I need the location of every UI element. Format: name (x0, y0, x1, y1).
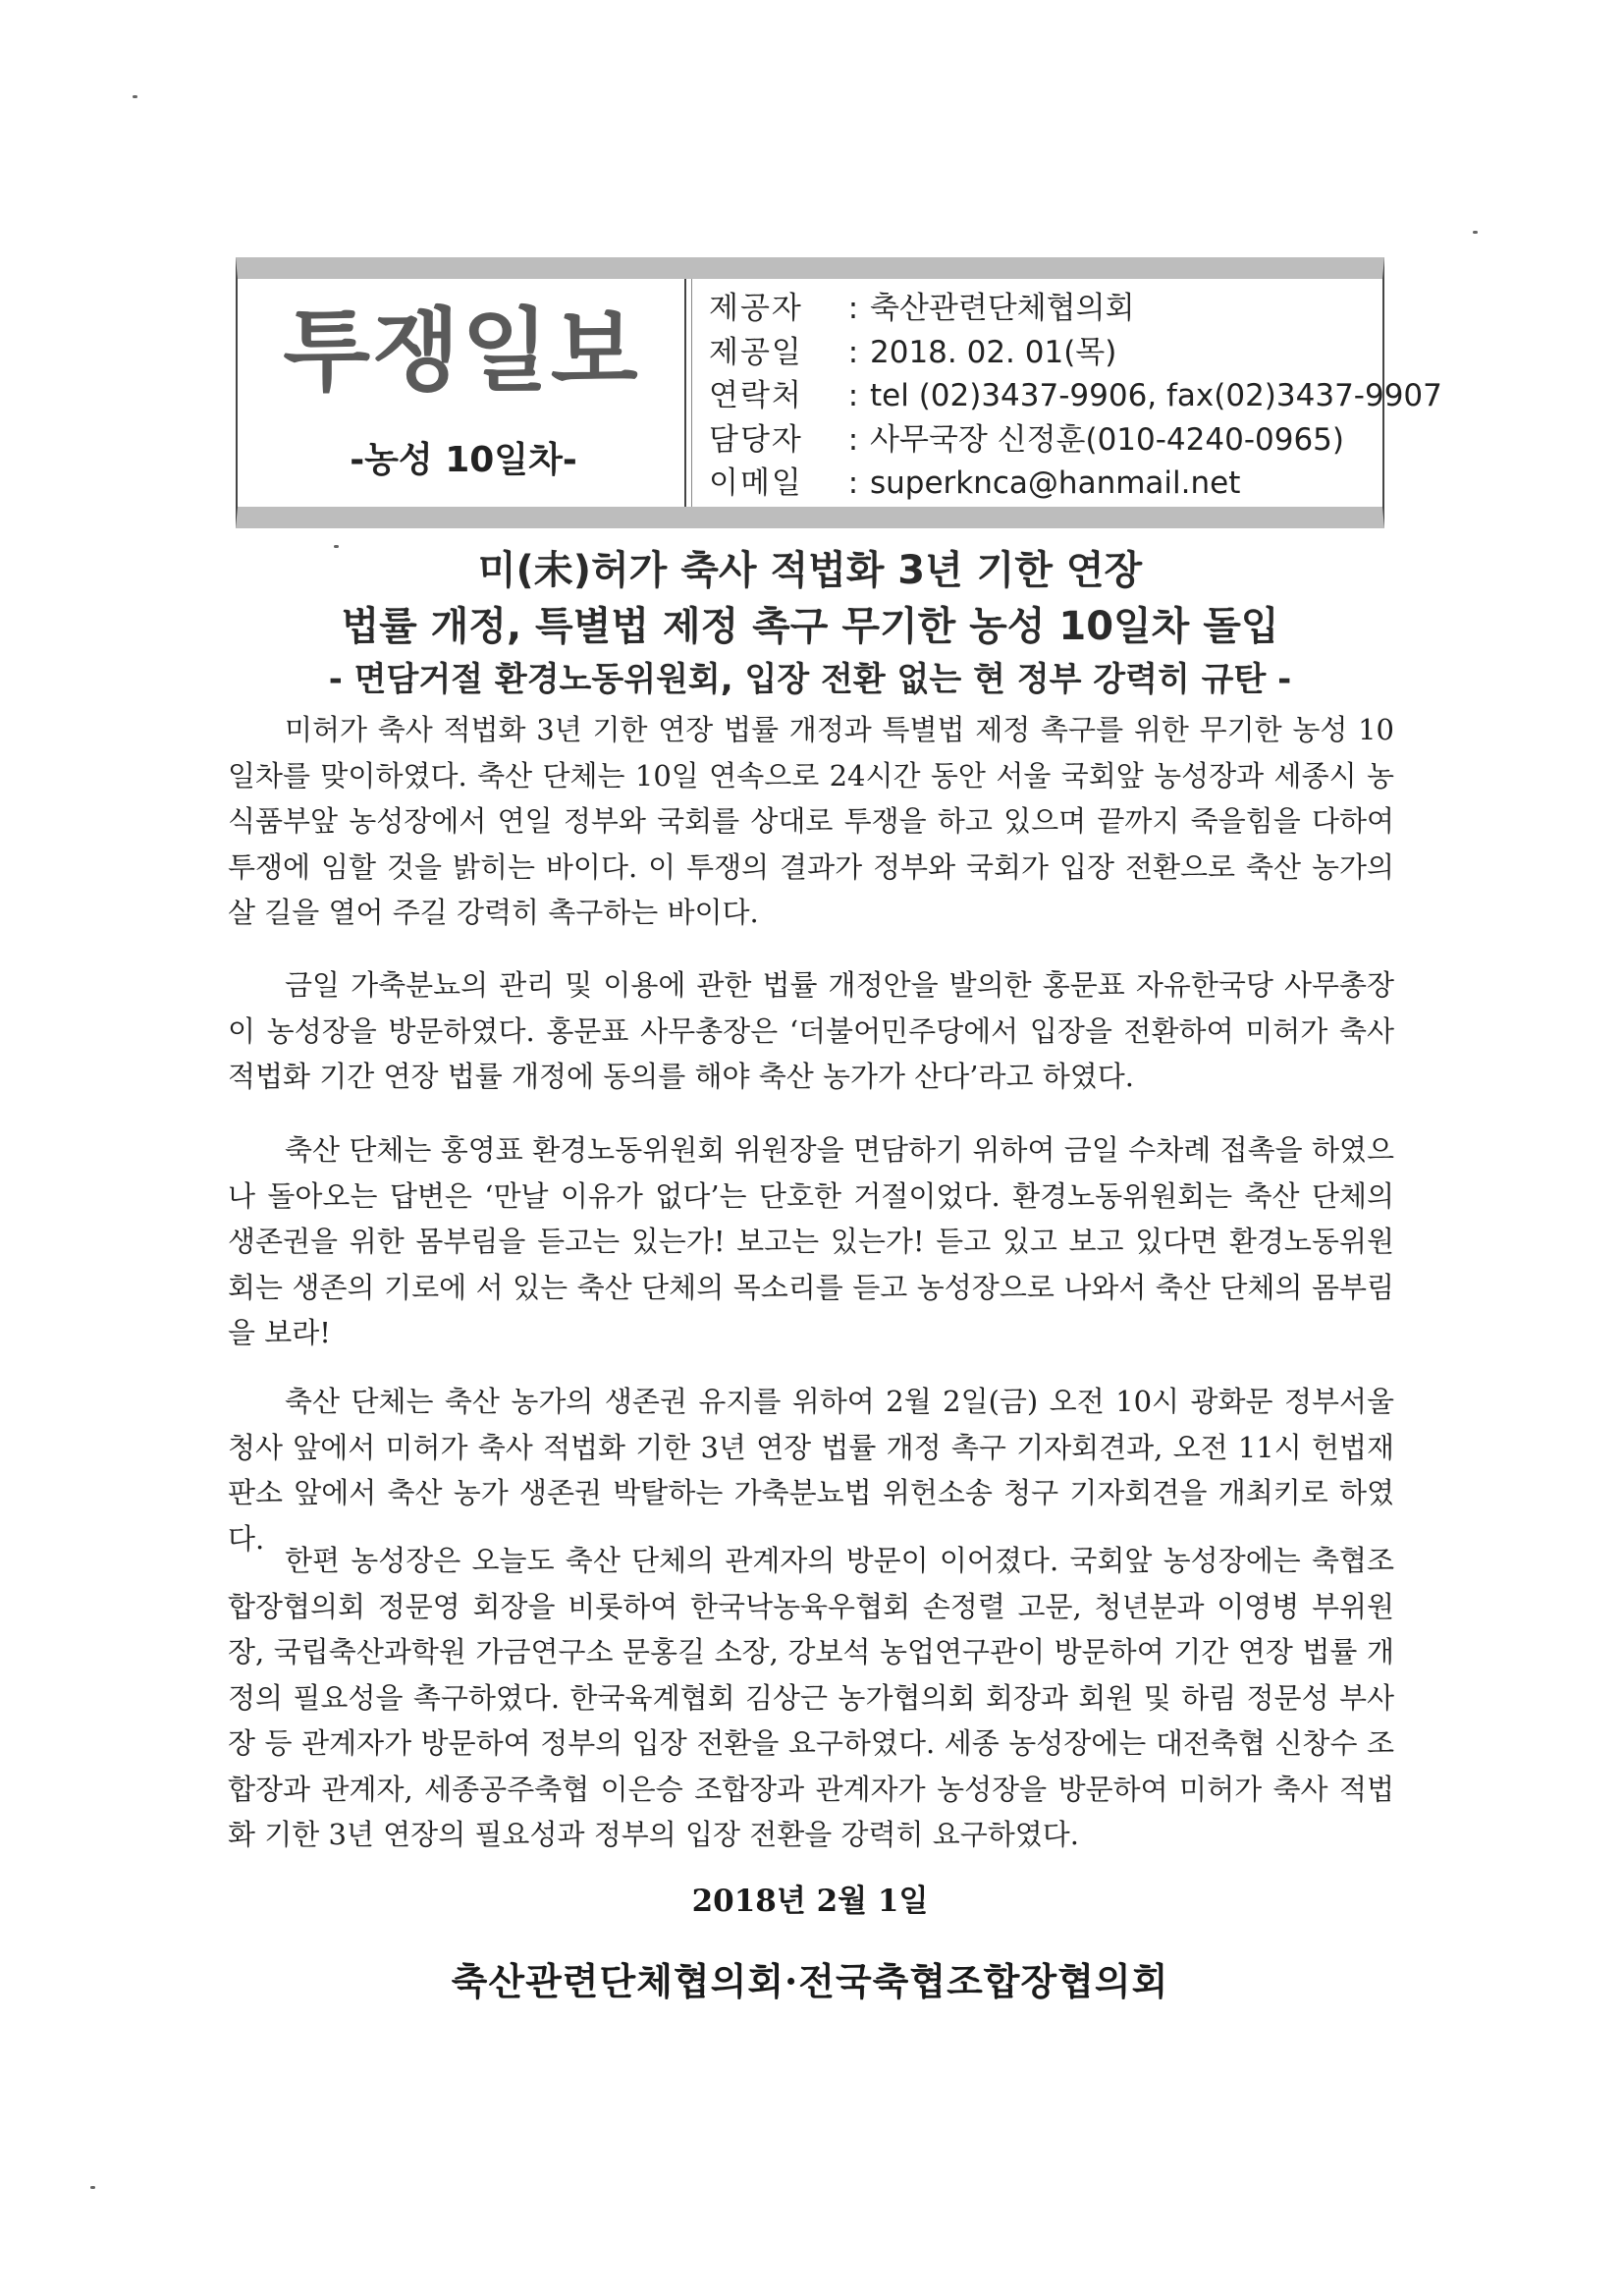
info-value: tel (02)3437-9906, fax(02)3437-9907 (870, 378, 1442, 413)
info-key: 제공일 (709, 334, 803, 370)
info-value: 2018. 02. 01(목) (870, 334, 1117, 370)
body-paragraph-1 (228, 707, 1394, 936)
info-key: 이메일 (709, 465, 803, 501)
masthead-subtitle: -농성 10일차- (350, 440, 577, 480)
info-row-manager (709, 418, 1377, 463)
info-row-email (709, 462, 1377, 506)
info-key: 담당자 (709, 421, 803, 458)
paragraph-text: 축산 단체는 축산 농가의 생존권 유지를 위하여 2월 2일(금) 오전 10시 광화문 정부서울청사 앞에서 미허가 축사 적법화 기한 3년 연장 법률 개정 촉구 기자회견과, 오전 11시 헌법재판소 앞에서 축산 농가 생존권 박탈하는 가축분뇨법 위헌소송 청구 기자회견을 개최키로 하였다. (228, 1385, 1394, 1556)
info-row-contact (709, 374, 1442, 418)
info-colon: : (847, 465, 859, 501)
info-colon: : (847, 291, 859, 326)
scan-speck (1473, 231, 1478, 234)
divider (684, 279, 686, 507)
headline-line-2: 법률 개정, 특별법 제정 촉구 무기한 농성 10일차 돌입 (341, 604, 1279, 649)
body-paragraph-5 (228, 1538, 1394, 1858)
paragraph-text: 한편 농성장은 오늘도 축산 단체의 관계자의 방문이 이어졌다. 국회앞 농성장에는 축협조합장협의회 정문영 회장을 비롯하여 한국낙농육우협회 손정렬 고문, 청년분과 이영병 부위원장, 국립축산과학원 가금연구소 문홍길 소장, 강보석 농업연구관이 방문하여 기간 연장 법률 개정의 필요성을 촉구하였다. 한국육계협회 김상근 농가협의회 회장과 회원 및 하림 정문성 부사장 등 관계자가 방문하여 정부의 입장 전환을 요구하였다. 세종 농성장에는 대전축협 신창수 조합장과 관계자, 세종공주축협 이은승 조합장과 관계자가 농성장을 방문하여 미허가 축사 적법화 기한 3년 연장의 필요성과 정부의 입장 전환을 강력히 요구하였다. (228, 1544, 1395, 1851)
paragraph-text: 축산 단체는 홍영표 환경노동위원회 위원장을 면담하기 위하여 금일 수차례 접촉을 하였으나 돌아오는 답변은 ‘만날 이유가 없다’는 단호한 거절이었다. 환경노동위원회는 축산 단체의 생존권을 위한 몸부림을 듣고는 있는가! 보고는 있는가! 듣고 있고 보고 있다면 환경노동위원회는 생존의 기로에 서 있는 축산 단체의 목소리를 듣고 농성장으로 나와서 축산 단체의 몸부림을 보라! (228, 1133, 1394, 1349)
info-colon: : (847, 421, 859, 458)
scan-speck (334, 545, 339, 548)
info-list (709, 287, 1442, 506)
info-key: 제공자 (709, 291, 803, 326)
signature-date: 2018년 2월 1일 (691, 1884, 929, 1919)
divider (691, 279, 692, 507)
masthead-box (236, 257, 1442, 528)
masthead-cell (238, 279, 684, 507)
info-colon: : (847, 378, 859, 413)
body-paragraph-3 (228, 1127, 1394, 1356)
info-key: 연락처 (709, 378, 803, 413)
headline-subtitle: - 면담거절 환경노동위원회, 입장 전환 없는 현 정부 강력히 규탄 - (328, 660, 1292, 699)
masthead-title: 투쟁일보 (283, 299, 640, 404)
signature-organization: 축산관련단체협의회·전국축협조합장협의회 (451, 1959, 1169, 2003)
body-paragraph-2 (228, 962, 1394, 1100)
scan-speck (133, 95, 137, 98)
body-paragraph-4 (228, 1379, 1394, 1561)
headline-line-1: 미(未)허가 축사 적법화 3년 기한 연장 (477, 548, 1143, 593)
info-value-email: superknca@hanmail.net (870, 465, 1241, 501)
info-value: 사무국장 신정훈(010-4240-0965) (870, 421, 1344, 458)
info-row-date (709, 331, 1377, 375)
info-row-provider (709, 287, 1377, 331)
paragraph-text: 미허가 축사 적법화 3년 기한 연장 법률 개정과 특별법 제정 촉구를 위한 무기한 농성 10일차를 맞이하였다. 축산 단체는 10일 연속으로 24시간 동안 서울 국회앞 농성장과 세종시 농식품부앞 농성장에서 연일 정부와 국회를 상대로 투쟁을 하고 있으며 끝까지 죽을힘을 다하여 투쟁에 임할 것을 밝히는 바이다. 이 투쟁의 결과가 정부와 국회가 입장 전환으로 축산 농가의 살 길을 열어 주길 강력히 촉구하는 바이다. (228, 713, 1394, 929)
scan-speck (90, 2186, 95, 2189)
paragraph-text: 금일 가축분뇨의 관리 및 이용에 관한 법률 개정안을 발의한 홍문표 자유한국당 사무총장이 농성장을 방문하였다. 홍문표 사무총장은 ‘더불어민주당에서 입장을 전환하여 미허가 축사 적법화 기간 연장 법률 개정에 동의를 해야 축산 농가가 산다’라고 하였다. (228, 968, 1394, 1093)
info-value: 축산관련단체협의회 (870, 291, 1135, 326)
info-colon: : (847, 334, 859, 370)
